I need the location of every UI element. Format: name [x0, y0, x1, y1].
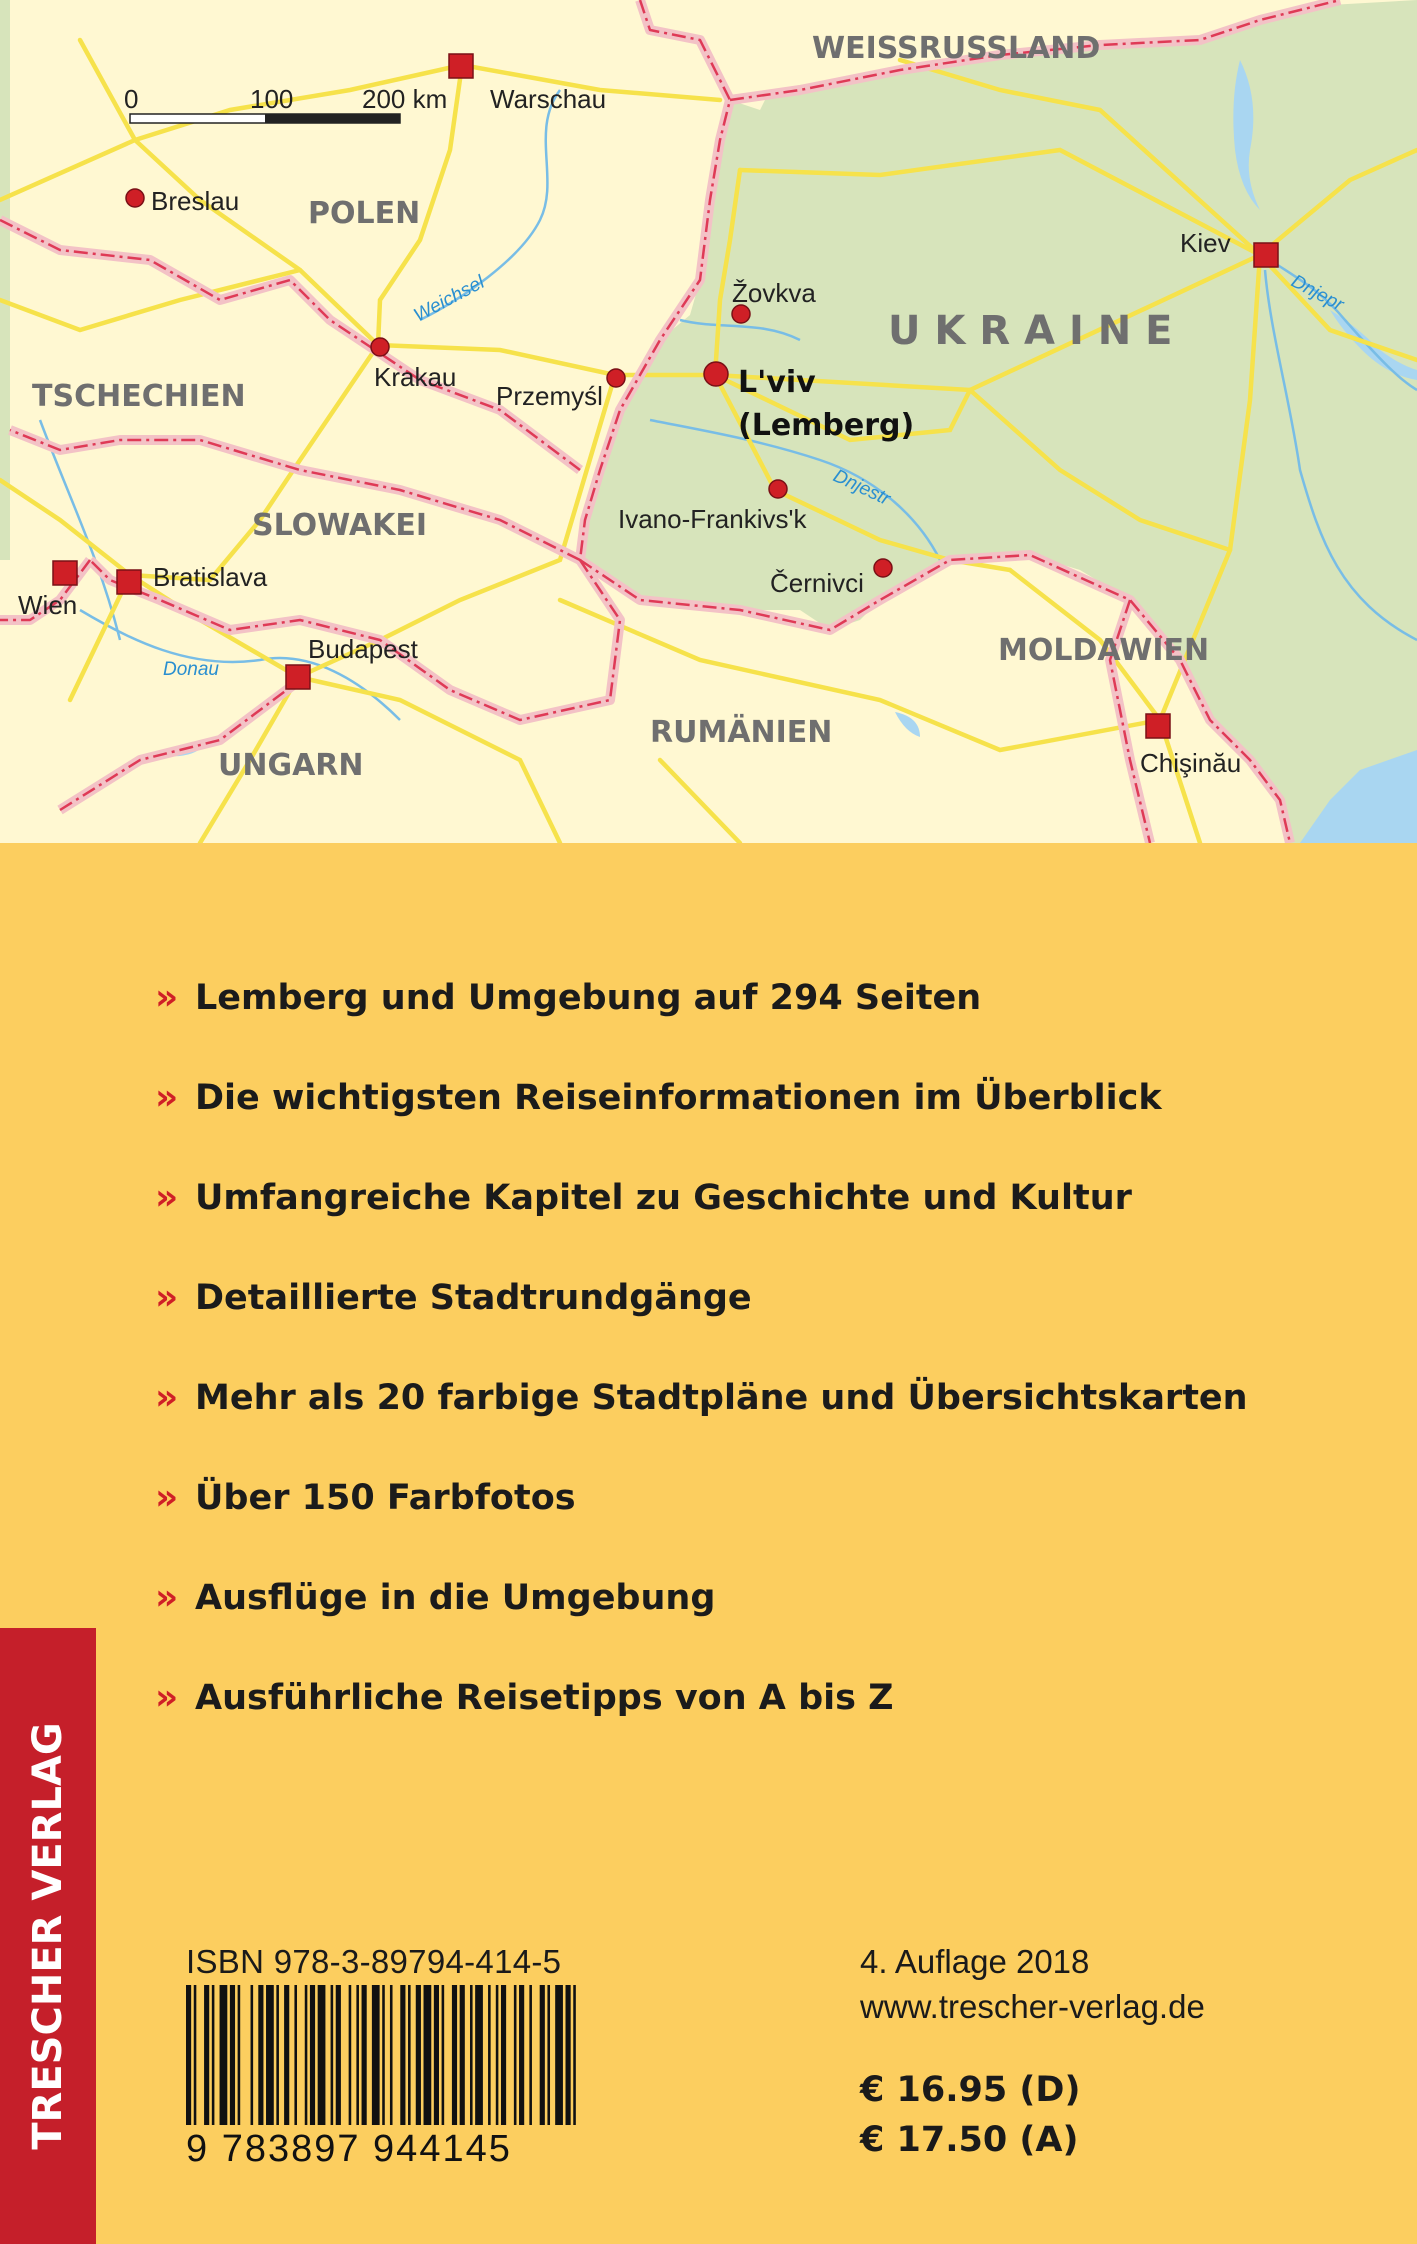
city-dot-cernivci: [874, 559, 892, 577]
feature-text: Ausflüge in die Umgebung: [195, 1578, 716, 1618]
barcode-bar: [424, 1985, 432, 2125]
barcode-bar: [496, 1985, 499, 2125]
city-label-warschau: Warschau: [490, 84, 607, 114]
barcode: [186, 1985, 581, 2125]
bullet-chevron-icon: »: [155, 1677, 179, 1718]
barcode-bar: [238, 1985, 241, 2125]
barcode-bar: [194, 1985, 197, 2125]
barcode-bar: [318, 1985, 326, 2125]
city-label-lemberg: (Lemberg): [738, 408, 915, 443]
city-label-budapest: Budapest: [308, 634, 418, 664]
city-label-breslau: Breslau: [151, 186, 240, 216]
capital-marker-budapest: [286, 665, 310, 689]
city-label-lviv: L'viv: [738, 365, 816, 400]
barcode-bar: [547, 1985, 550, 2125]
country-polen: POLEN: [308, 196, 421, 231]
barcode-bar: [204, 1985, 209, 2125]
barcode-bar: [390, 1985, 393, 2125]
barcode-bar: [400, 1985, 405, 2125]
barcode-bar: [514, 1985, 517, 2125]
barcode-bar: [251, 1985, 254, 2125]
city-label-bratislava: Bratislava: [153, 562, 268, 592]
city-label-wien: Wien: [18, 590, 78, 620]
barcode-bar: [566, 1985, 571, 2125]
publisher-spine: [0, 1628, 96, 2244]
isbn-label: ISBN 978-3-89794-414-5: [186, 1943, 562, 1980]
barcode-bar: [310, 1985, 315, 2125]
barcode-bar: [356, 1985, 359, 2125]
barcode-bar: [284, 1985, 289, 2125]
barcode-bar: [258, 1985, 263, 2125]
country-ungarn: UNGARN: [218, 748, 364, 783]
country-tschechien: TSCHECHIEN: [32, 379, 246, 414]
bullet-chevron-icon: »: [155, 1577, 179, 1618]
city-label-przemysl: Przemyśl: [496, 381, 603, 411]
barcode-bar: [336, 1985, 341, 2125]
publisher-name: TRESCHER VERLAG: [25, 1722, 71, 2150]
price-austria: € 17.50 (A): [860, 2120, 1079, 2160]
capital-marker-wien: [53, 561, 77, 585]
city-label-chisinau: Chişinău: [1140, 748, 1242, 778]
bullet-chevron-icon: »: [155, 1277, 179, 1318]
capital-marker-warschau: [449, 54, 473, 78]
feature-text: Mehr als 20 farbige Stadtpläne und Übersichtskarten: [195, 1378, 1248, 1418]
capital-marker-kiev: [1254, 243, 1278, 267]
country-weissrussland: WEISSRUSSLAND: [812, 31, 1101, 66]
barcode-bar: [470, 1985, 473, 2125]
feature-text: Ausführliche Reisetipps von A bis Z: [195, 1678, 894, 1718]
barcode-bar: [362, 1985, 367, 2125]
feature-text: Lemberg und Umgebung auf 294 Seiten: [195, 978, 982, 1018]
capital-marker-chisinau: [1146, 714, 1170, 738]
barcode-bar: [573, 1985, 576, 2125]
river-weichsel: Weichsel: [410, 271, 489, 327]
capital-marker-bratislava: [117, 570, 141, 594]
city-label-kiev: Kiev: [1180, 228, 1231, 258]
barcode-bar: [529, 1985, 532, 2125]
price-germany: € 16.95 (D): [860, 2070, 1081, 2110]
barcode-bar: [452, 1985, 457, 2125]
city-label-krakau: Krakau: [374, 362, 457, 392]
city-dot-ivano: [769, 480, 787, 498]
country-slowakei: SLOWAKEI: [252, 508, 428, 543]
barcode-bar: [519, 1985, 524, 2125]
city-label-ivano: Ivano-Frankivs'k: [618, 504, 807, 534]
city-label-zovkva: Žovkva: [732, 278, 816, 308]
barcode-bar: [349, 1985, 352, 2125]
city-label-cernivci: Černivci: [770, 568, 864, 598]
river-donau: Donau: [163, 659, 219, 680]
scale-tick-200: 200 km: [362, 84, 448, 114]
barcode-bar: [434, 1985, 439, 2125]
barcode-bar: [230, 1985, 235, 2125]
edition-label: 4. Auflage 2018: [860, 1943, 1090, 1980]
barcode-bar: [408, 1985, 411, 2125]
scale-tick-0: 0: [124, 84, 139, 114]
feature-text: Umfangreiche Kapitel zu Geschichte und Kultur: [195, 1178, 1132, 1218]
barcode-bar: [266, 1985, 274, 2125]
bullet-chevron-icon: »: [155, 977, 179, 1018]
scale-tick-100: 100: [250, 84, 294, 114]
barcode-bar: [212, 1985, 215, 2125]
river-dnjepr: Dnjepr: [1287, 270, 1347, 316]
feature-text: Die wichtigsten Reiseinformationen im Überblick: [195, 1078, 1162, 1118]
feature-text: Über 150 Farbfotos: [195, 1478, 576, 1518]
overview-map: [0, 0, 1417, 843]
bullet-chevron-icon: »: [155, 1377, 179, 1418]
barcode-bar: [416, 1985, 421, 2125]
barcode-bar: [305, 1985, 308, 2125]
barcode-bar: [475, 1985, 483, 2125]
barcode-bar: [555, 1985, 563, 2125]
barcode-bar: [294, 1985, 297, 2125]
bullet-chevron-icon: »: [155, 1077, 179, 1118]
barcode-bar: [372, 1985, 380, 2125]
barcode-bar: [460, 1985, 465, 2125]
city-dot-lviv: [704, 362, 728, 386]
barcode-digits: 9 783897 944145: [186, 2128, 512, 2170]
country-moldawien: MOLDAWIEN: [998, 633, 1210, 668]
city-dot-breslau: [126, 189, 144, 207]
barcode-bar: [186, 1985, 191, 2125]
map-land-strip: [0, 0, 10, 560]
feature-text: Detaillierte Stadtrundgänge: [195, 1278, 752, 1318]
city-dot-krakau: [371, 338, 389, 356]
barcode-bar: [276, 1985, 279, 2125]
barcode-bar: [501, 1985, 506, 2125]
barcode-bar: [442, 1985, 445, 2125]
country-rumaenien: RUMÄNIEN: [650, 715, 833, 750]
country-ukraine: U K R A I N E: [888, 308, 1173, 354]
barcode-bar: [382, 1985, 385, 2125]
bullet-chevron-icon: »: [155, 1477, 179, 1518]
barcode-bar: [220, 1985, 228, 2125]
city-dot-przemysl: [607, 369, 625, 387]
river-dnjestr: Dnjestr: [829, 465, 894, 510]
barcode-bar: [540, 1985, 545, 2125]
barcode-bar: [488, 1985, 491, 2125]
bullet-chevron-icon: »: [155, 1177, 179, 1218]
barcode-bar: [331, 1985, 334, 2125]
publisher-website: www.trescher-verlag.de: [860, 1988, 1205, 2025]
